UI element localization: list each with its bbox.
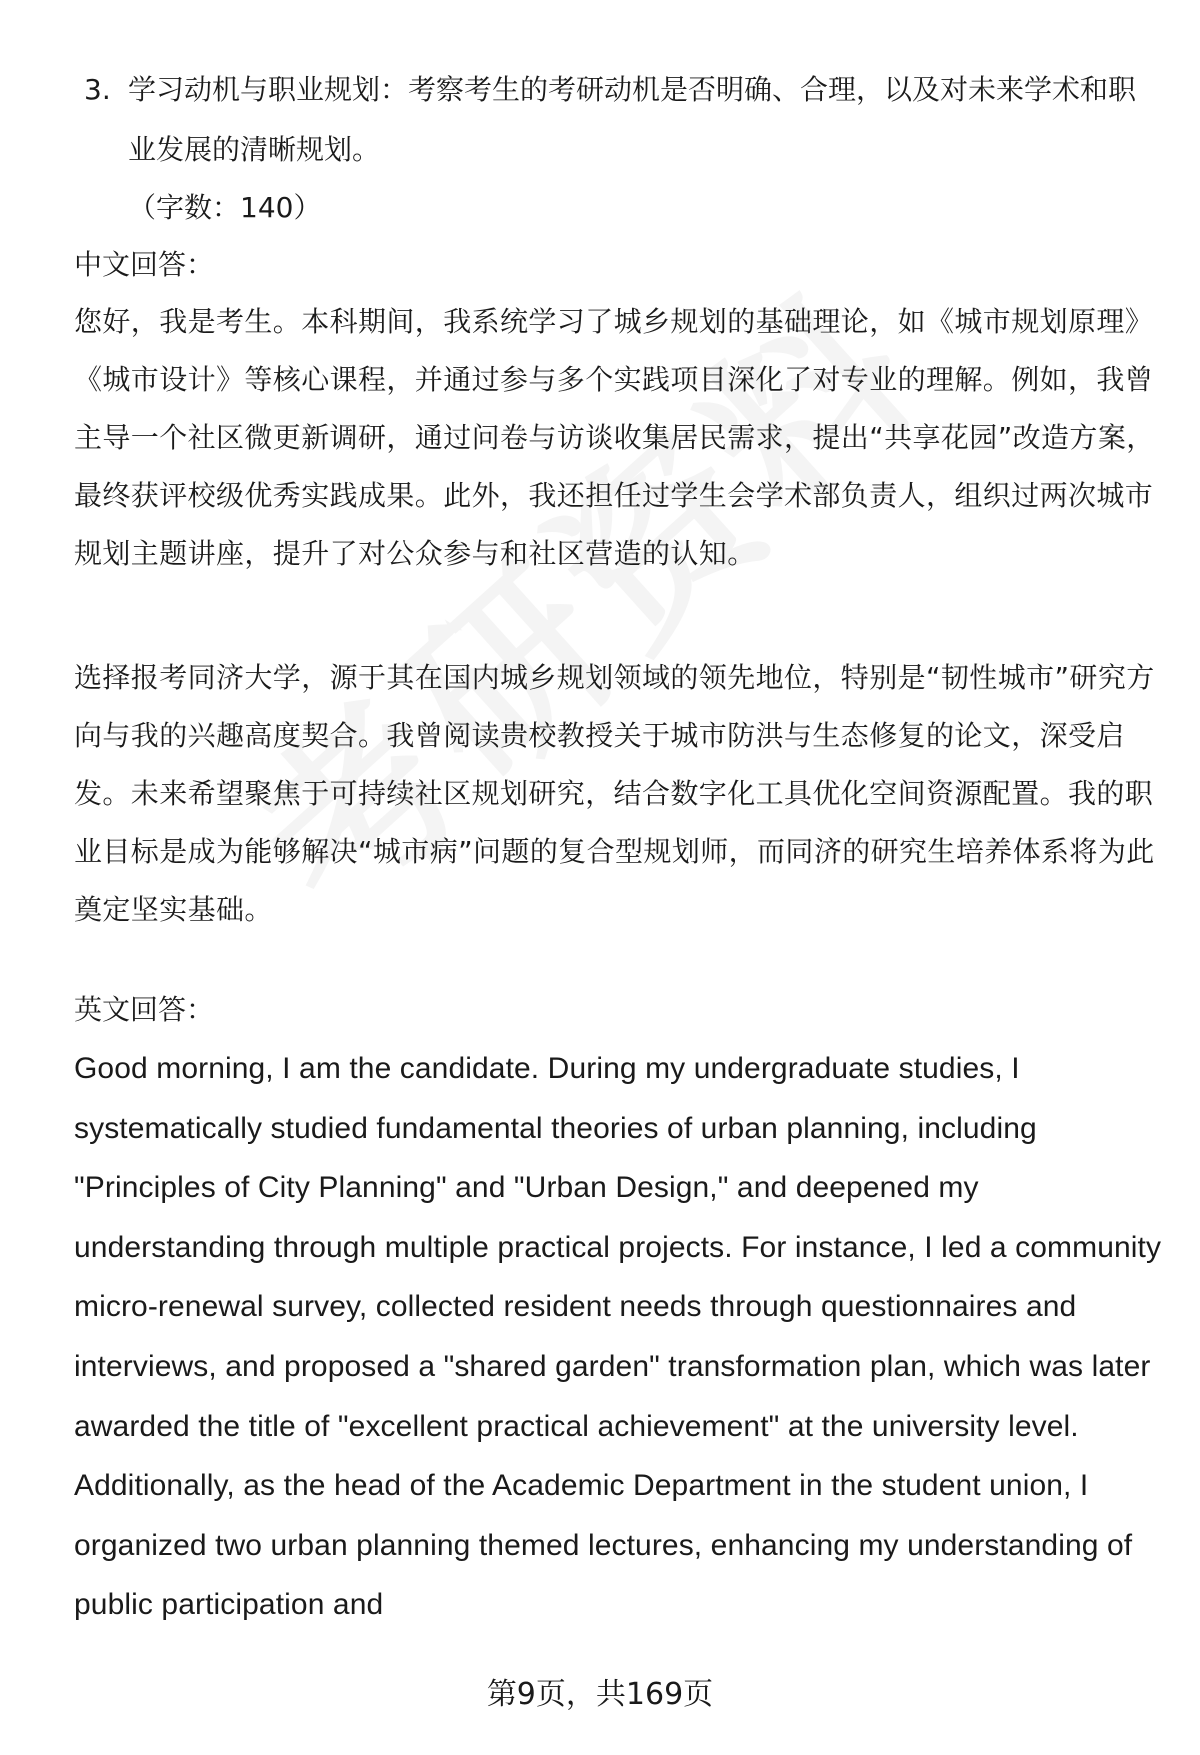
chinese-paragraph-2: 选择报考同济大学，源于其在国内城乡规划领域的领先地位，特别是“韧性城市”研究方向与我的兴趣高度契合。我曾阅读贵校教授关于城市防洪与生态修复的论文，深受启发。未来希望聚焦于可持续社区规划研究，结合数字化工具优化空间资源配置。我的职业目标是成为能够解决“城市病”问题的复合型规划师，而同济的研究生培养体系将为此奠定坚实基础。 (74, 661, 1155, 926)
english-answer-label: 英文回答： (74, 993, 215, 1026)
chinese-paragraph-1: 您好，我是考生。本科期间，我系统学习了城乡规划的基础理论，如《城市规划原理》《城市设计》等核心课程，并通过参与多个实践项目深化了对专业的理解。例如，我曾主导一个社区微更新调研，通过问卷与访谈收集居民需求，提出“共享花园”改造方案，最终获评校级优秀实践成果。此外，我还担任过学生会学术部负责人，组织过两次城市规划主题讲座，提升了对公众参与和社区营造的认知。 (74, 305, 1155, 570)
criteria-list-item (84, 60, 1164, 180)
list-text: 考察考生的考研动机是否明确、合理，以及对未来学术和职业发展的清晰规划。 (128, 73, 1137, 166)
list-body (128, 60, 1164, 180)
word-count: （字数：140） (128, 191, 322, 224)
list-number: 3. (84, 73, 111, 106)
chinese-answer-label: 中文回答： (74, 248, 215, 281)
list-title: 学习动机与职业规划： (128, 73, 409, 106)
page-footer: 第9页，共169页 (486, 1677, 714, 1712)
english-paragraph-1: Good morning, I am the candidate. During my undergraduate studies, I systematically studied fundamental theories of urban planning, including "Principles of City Planning" and "Urban Design," and deepened my understanding through multiple practical projects. For instance, I led a community micro-renewal survey, collected resident needs through questionnaires and interviews, and proposed a "shared garden" transformation plan, which was later awarded the title of "excellent practical achievement" at the university level. Additionally, as the head of the Academic Department in the student union, I organized two urban planning themed lectures, enhancing my understanding of public participation and (74, 1052, 1162, 1622)
